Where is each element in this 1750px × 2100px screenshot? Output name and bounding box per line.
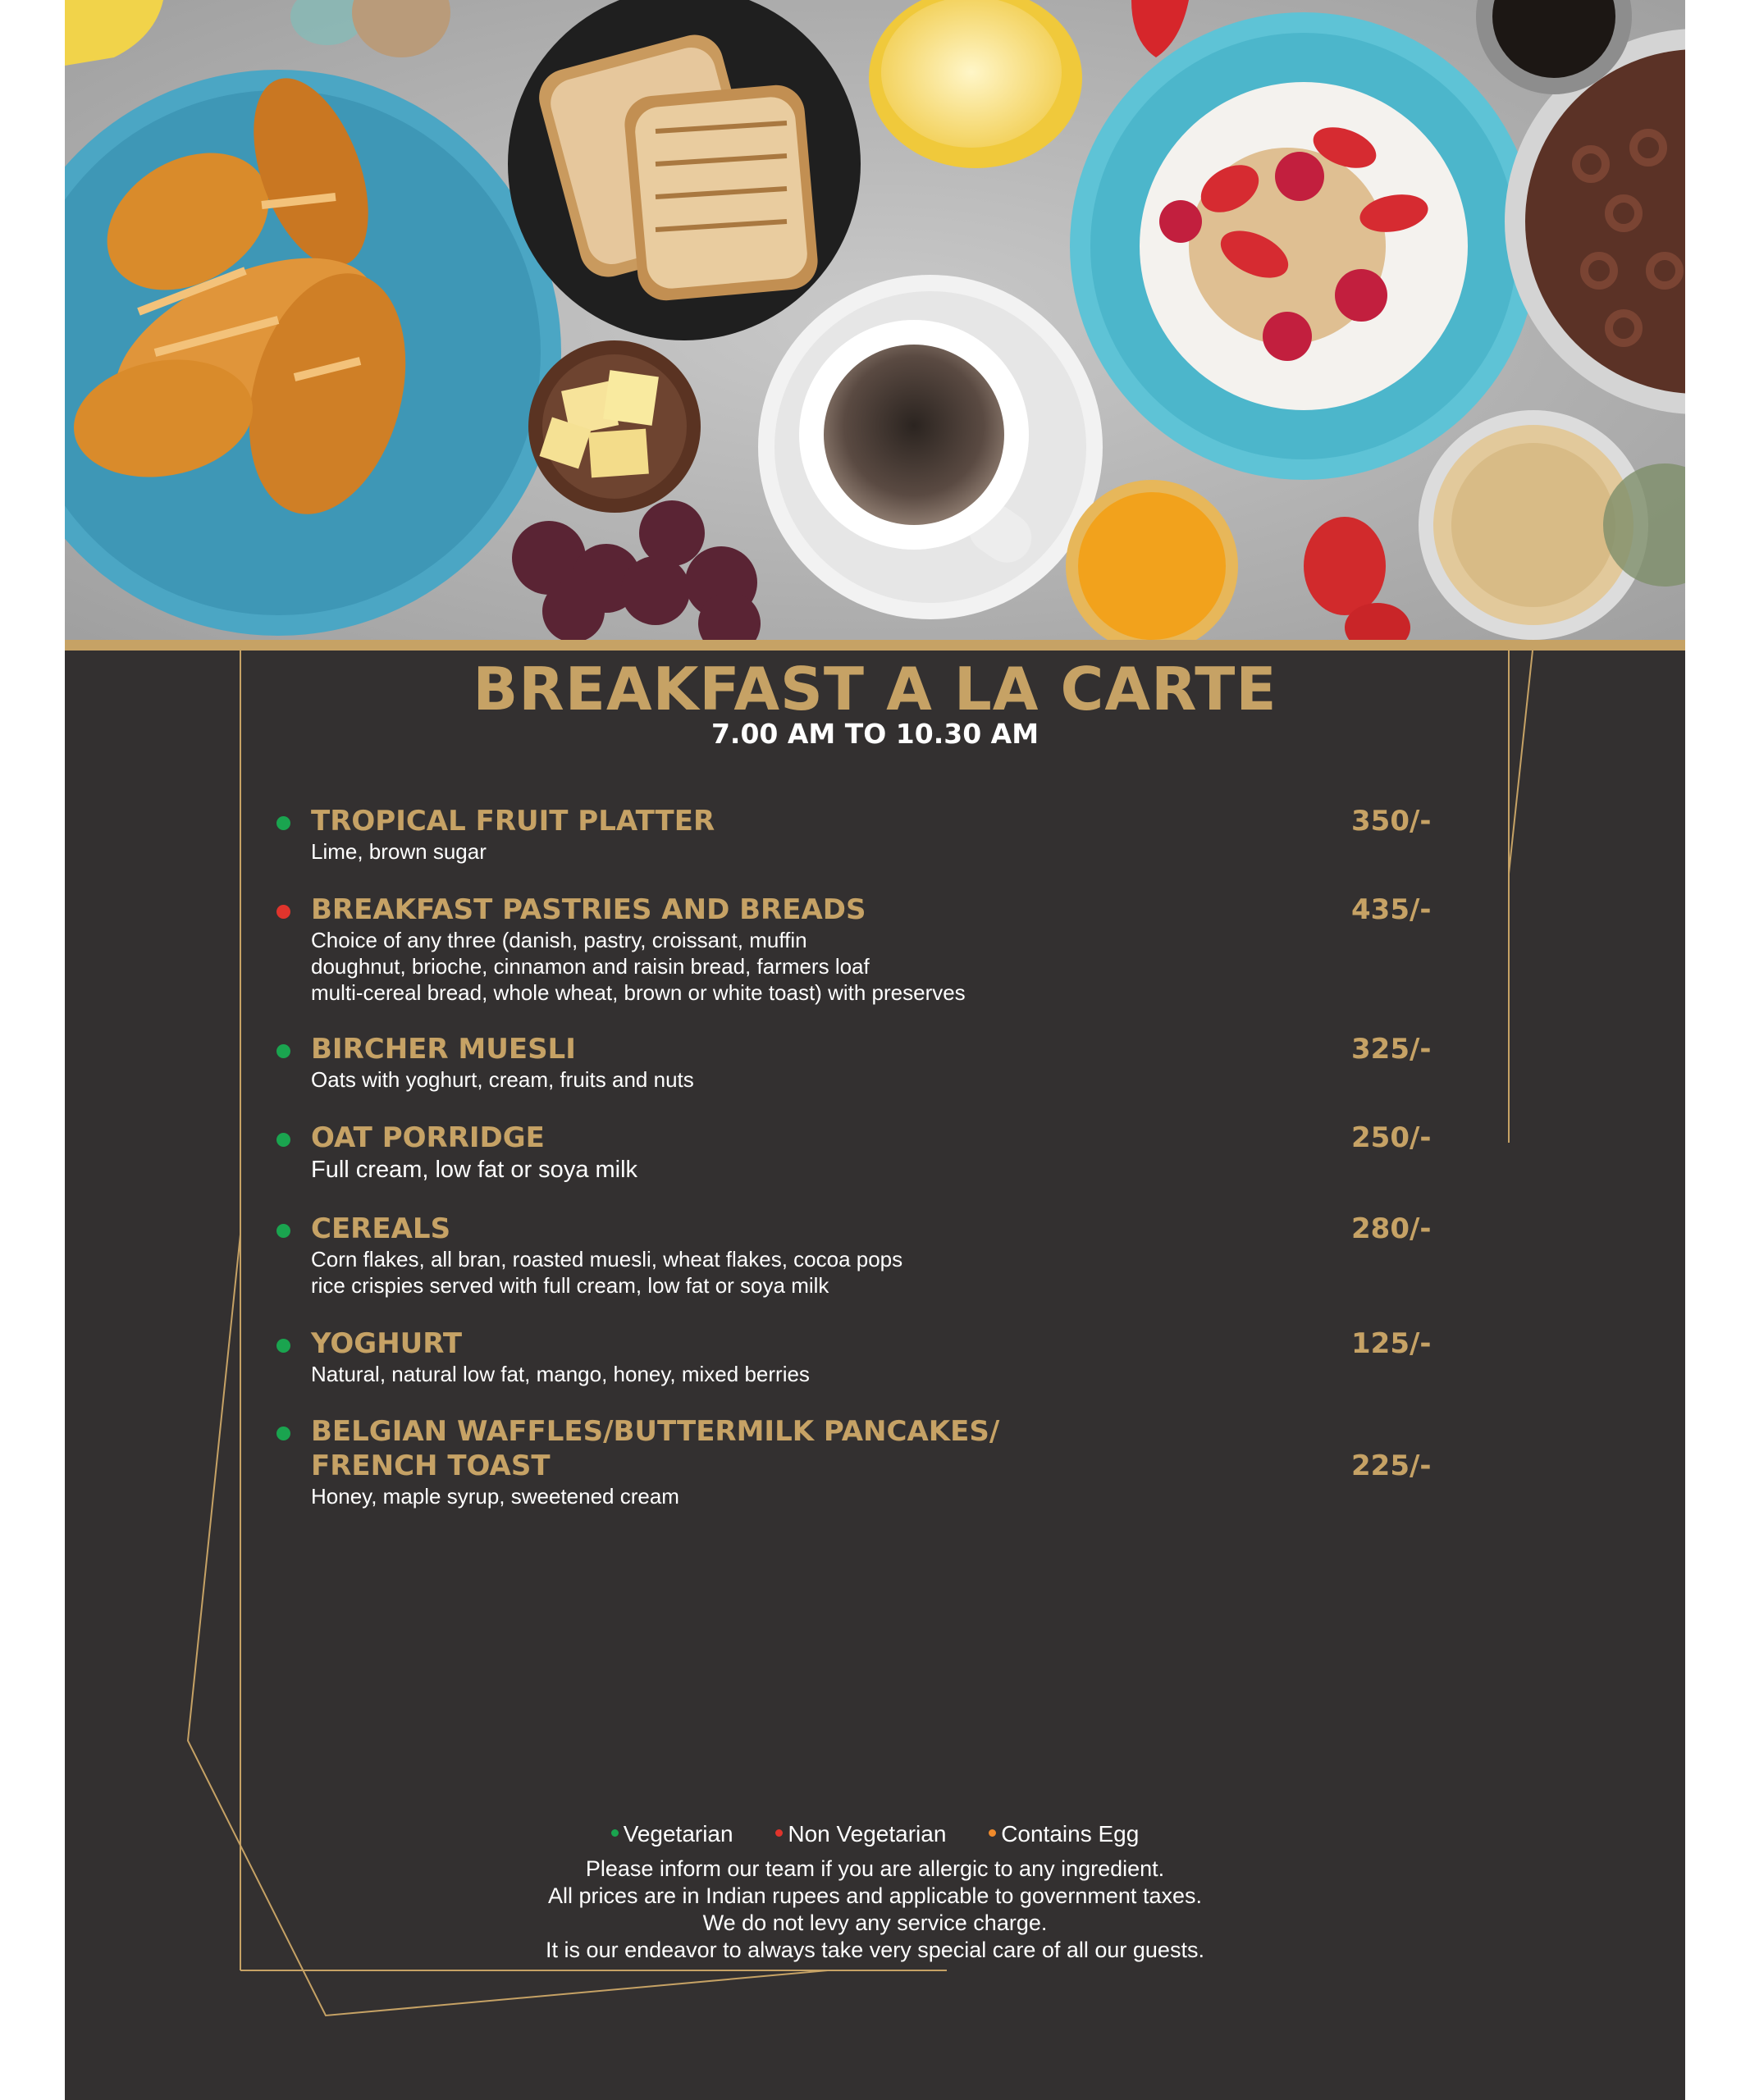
menu-sheet	[65, 0, 1685, 2100]
menu-hours: 7.00 AM TO 10.30 AM	[711, 718, 1039, 750]
vegetarian-dot-icon	[276, 1339, 290, 1353]
price-note: All prices are in Indian rupees and applicable to government taxes.	[548, 1883, 1202, 1908]
item-price: 250/-	[1351, 1121, 1432, 1154]
breakfast-photo-banner	[65, 0, 1685, 640]
toast-plate-icon	[508, 0, 861, 340]
item-name: BIRCHER MUESLI	[311, 1033, 576, 1066]
allergy-note: Please inform our team if you are allergic to any ingredient.	[585, 1856, 1165, 1881]
item-price: 280/-	[1351, 1212, 1432, 1245]
strawberry-icon	[1304, 517, 1386, 615]
item-name: CEREALS	[311, 1212, 451, 1245]
vegetarian-dot-icon	[276, 816, 290, 830]
legend-non-vegetarian: Non Vegetarian	[775, 1819, 946, 1849]
item-price: 350/-	[1351, 805, 1432, 838]
item-price: 125/-	[1351, 1327, 1432, 1360]
item-name: BREAKFAST PASTRIES AND BREADS	[311, 893, 866, 926]
item-description: Honey, maple syrup, sweetened cream	[311, 1484, 679, 1509]
legend-vegetarian: Vegetarian	[611, 1819, 733, 1849]
vegetarian-dot-icon	[276, 1044, 290, 1058]
vegetarian-dot-icon	[276, 1427, 290, 1440]
butter-bowl-icon	[528, 340, 701, 513]
vegetarian-dot-icon	[611, 1829, 619, 1837]
diet-legend	[65, 1819, 1685, 1849]
item-name: YOGHURT	[311, 1327, 463, 1360]
vegetarian-dot-icon	[276, 1224, 290, 1238]
item-name: OAT PORRIDGE	[311, 1121, 545, 1154]
item-price: 435/-	[1351, 893, 1432, 926]
vegetarian-dot-icon	[276, 1133, 290, 1147]
item-name: BELGIAN WAFFLES/BUTTERMILK PANCAKES/ FRENCH TOAST	[311, 1415, 1000, 1482]
non-vegetarian-dot-icon	[276, 905, 290, 919]
egg-dot-icon	[989, 1829, 996, 1837]
yoghurt-bowl-icon	[1070, 12, 1538, 480]
legend-contains-egg: Contains Egg	[989, 1819, 1139, 1849]
menu-title: BREAKFAST A LA CARTE	[473, 655, 1277, 724]
item-price: 325/-	[1351, 1033, 1432, 1066]
service-charge-note: We do not levy any service charge.	[702, 1911, 1048, 1935]
item-description: Choice of any three (danish, pastry, croissant, muffin doughnut, brioche, cinnamon and raisin bread, farmers loaf multi-cereal bread, whole wheat, brown or white toast) with preserves	[311, 928, 966, 1005]
item-name: TROPICAL FRUIT PLATTER	[311, 805, 715, 838]
coffee-cup-icon	[758, 275, 1103, 619]
footer-notes	[65, 1856, 1685, 1964]
item-description: Corn flakes, all bran, roasted muesli, wheat flakes, cocoa pops rice crispies served with full cream, low fat or soya milk	[311, 1247, 903, 1298]
item-description: Natural, natural low fat, mango, honey, mixed berries	[311, 1362, 810, 1386]
item-price: 225/-	[1351, 1449, 1432, 1482]
gold-divider-bar	[65, 640, 1685, 651]
non-vegetarian-dot-icon	[775, 1829, 783, 1837]
item-description: Full cream, low fat or soya milk	[311, 1157, 638, 1183]
item-description: Lime, brown sugar	[311, 839, 487, 864]
item-description: Oats with yoghurt, cream, fruits and nuts	[311, 1067, 694, 1092]
guest-care-note: It is our endeavor to always take very special care of all our guests.	[546, 1938, 1204, 1962]
